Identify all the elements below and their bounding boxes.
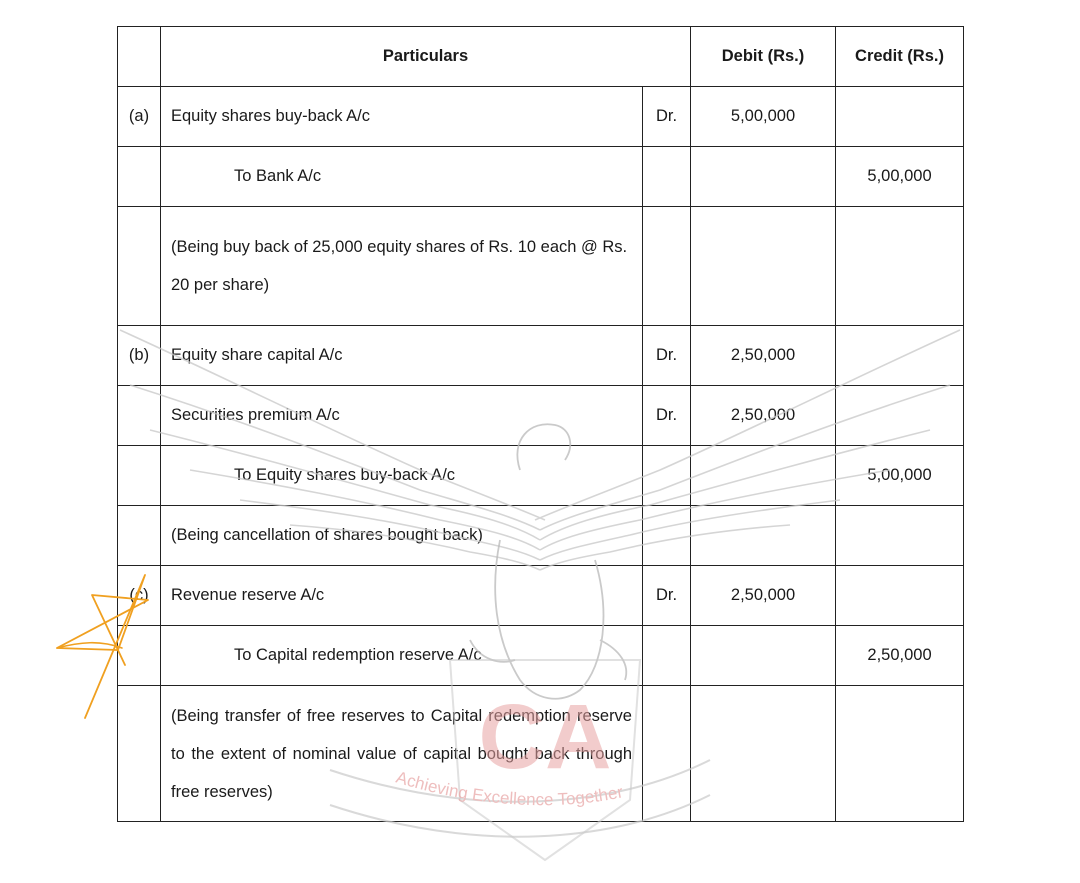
narration-cell: (Being buy back of 25,000 equity shares of Rs. 10 each @ Rs. 20 per share) xyxy=(161,207,643,326)
credit-amount xyxy=(836,506,964,566)
table-row xyxy=(118,326,964,386)
entry-label: (c) xyxy=(118,566,161,626)
debit-amount xyxy=(691,626,836,686)
credit-amount xyxy=(836,326,964,386)
dr-marker xyxy=(643,686,691,822)
narration-cell: (Being transfer of free reserves to Capital redemption reserve to the extent of nominal value of capital bought back through free reserves) xyxy=(161,686,643,822)
debit-amount: 2,50,000 xyxy=(691,386,836,446)
table-row xyxy=(118,686,964,822)
table-row xyxy=(118,386,964,446)
svg-text:CA: CA xyxy=(478,686,612,788)
label-header-cell xyxy=(118,27,161,87)
dr-marker xyxy=(643,446,691,506)
debit-amount xyxy=(691,686,836,822)
particulars-cell: To Bank A/c xyxy=(161,147,643,207)
table-row xyxy=(118,566,964,626)
narration-cell: (Being cancellation of shares bought back) xyxy=(161,506,643,566)
debit-amount xyxy=(691,506,836,566)
table-row xyxy=(118,207,964,326)
particulars-cell: Equity share capital A/c xyxy=(161,326,643,386)
particulars-cell: Securities premium A/c xyxy=(161,386,643,446)
debit-amount: 2,50,000 xyxy=(691,566,836,626)
entry-label xyxy=(118,626,161,686)
dr-marker: Dr. xyxy=(643,566,691,626)
debit-amount xyxy=(691,207,836,326)
debit-amount xyxy=(691,446,836,506)
svg-text:Achieving Excellence Together: Achieving Excellence Together xyxy=(393,767,625,810)
entry-label xyxy=(118,506,161,566)
table-row xyxy=(118,446,964,506)
entry-label xyxy=(118,446,161,506)
debit-header: Debit (Rs.) xyxy=(691,27,836,87)
credit-amount: 5,00,000 xyxy=(836,147,964,207)
credit-amount xyxy=(836,87,964,147)
table-row xyxy=(118,626,964,686)
debit-amount: 5,00,000 xyxy=(691,87,836,147)
entry-label xyxy=(118,207,161,326)
entry-label xyxy=(118,686,161,822)
entry-label xyxy=(118,386,161,446)
particulars-header: Particulars xyxy=(161,27,691,87)
particulars-cell: Revenue reserve A/c xyxy=(161,566,643,626)
credit-amount xyxy=(836,207,964,326)
particulars-cell: To Capital redemption reserve A/c xyxy=(161,626,643,686)
credit-amount xyxy=(836,566,964,626)
dr-marker xyxy=(643,207,691,326)
entry-label xyxy=(118,147,161,207)
dr-marker xyxy=(643,506,691,566)
dr-marker: Dr. xyxy=(643,326,691,386)
credit-amount: 2,50,000 xyxy=(836,626,964,686)
dr-marker: Dr. xyxy=(643,87,691,147)
table-header-row xyxy=(118,27,964,87)
table-row xyxy=(118,506,964,566)
particulars-cell: Equity shares buy-back A/c xyxy=(161,87,643,147)
debit-amount: 2,50,000 xyxy=(691,326,836,386)
entry-label: (b) xyxy=(118,326,161,386)
particulars-cell: To Equity shares buy-back A/c xyxy=(161,446,643,506)
credit-amount xyxy=(836,386,964,446)
entry-label: (a) xyxy=(118,87,161,147)
journal-entries-table xyxy=(117,26,964,822)
credit-amount: 5,00,000 xyxy=(836,446,964,506)
debit-amount xyxy=(691,147,836,207)
credit-amount xyxy=(836,686,964,822)
dr-marker xyxy=(643,626,691,686)
dr-marker: Dr. xyxy=(643,386,691,446)
credit-header: Credit (Rs.) xyxy=(836,27,964,87)
table-row xyxy=(118,87,964,147)
table-row xyxy=(118,147,964,207)
dr-marker xyxy=(643,147,691,207)
